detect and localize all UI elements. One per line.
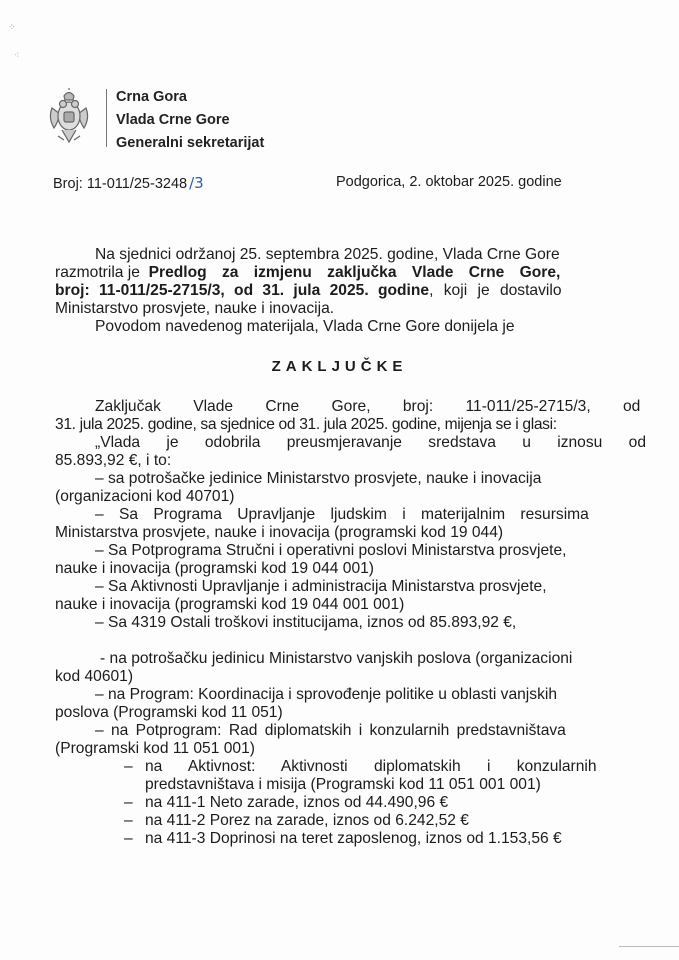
destination-item-3-line-1: – na Potprogram: Rad diplomatskih i konzularnih predstavništava bbox=[95, 722, 566, 739]
source-item-4-line-1: – Sa Aktivnosti Upravljanje i administracija Ministarstva prosvjete, bbox=[95, 578, 547, 595]
destination-item-2-line-2: poslova (Programski kod 11 051) bbox=[55, 704, 283, 721]
destination-item-3-line-2: (Programski kod 11 051 001) bbox=[55, 740, 255, 757]
place-date: Podgorica, 2. oktobar 2025. godine bbox=[336, 174, 562, 190]
source-item-3-line-1: – Sa Potprograma Stručni i operativni poslovi Ministarstva prosvjete, bbox=[95, 542, 567, 559]
intro-line-3 bbox=[55, 282, 588, 300]
destination-item-1-line-2: kod 40601) bbox=[55, 668, 134, 685]
destination-item-2-line-1: – na Program: Koordinacija i sprovođenje politike u oblasti vanjskih bbox=[95, 686, 558, 703]
body-p2-line-1: „Vlada je odobrila preusmjeravanje sredstava u iznosu od bbox=[95, 434, 647, 451]
destination-item-4-line-1: na Aktivnost: Aktivnosti diplomatskih i konzularnih bbox=[145, 758, 597, 775]
destination-item-6-dash: – bbox=[124, 812, 133, 829]
reference-label: Broj: 11-011/25-3248 bbox=[53, 176, 188, 192]
header-country: Crna Gora bbox=[116, 89, 187, 105]
destination-item-4-dash: – bbox=[124, 758, 133, 775]
destination-item-7: na 411-3 Doprinosi na teret zaposlenog, iznos od 1.153,56 € bbox=[145, 830, 562, 847]
montenegro-coat-of-arms-icon bbox=[46, 88, 92, 146]
handwritten-suffix: /3 bbox=[189, 174, 204, 192]
source-item-1-line-2: (organizacioni kod 40701) bbox=[55, 488, 235, 505]
intro-line-1: Na sjednici održanoj 25. septembra 2025. godine, Vlada Crne Gore bbox=[95, 246, 560, 263]
destination-item-6: na 411-2 Porez na zarade, iznos od 6.242,52 € bbox=[145, 812, 469, 829]
source-item-4-line-2: nauke i inovacija (programski kod 19 044 001 001) bbox=[55, 596, 405, 613]
body-p1-line-1: Zaključak Vlade Crne Gore, broj: 11-011/25-2715/3, od bbox=[95, 398, 641, 415]
reference-number bbox=[53, 174, 204, 192]
header-government: Vlada Crne Gore bbox=[116, 112, 230, 128]
destination-item-4-line-2: predstavništava i misija (Programski kod 11 051 001 001) bbox=[145, 776, 541, 793]
source-item-2-line-2: Ministarstva prosvjete, nauke i inovacija (programski kod 19 044) bbox=[55, 524, 504, 541]
source-item-3-line-2: nauke i inovacija (programski kod 19 044 001) bbox=[55, 560, 374, 577]
scan-artifact: ⁘ bbox=[8, 22, 16, 32]
intro-bold-subject: Predlog za izmjenu zaključka Vlade Crne Gore, bbox=[148, 264, 561, 281]
destination-item-5: na 411-1 Neto zarade, iznos od 44.490,96 € bbox=[145, 794, 449, 811]
letterhead-divider bbox=[106, 89, 107, 147]
intro-line-5: Povodom navedenog materijala, Vlada Crne Gore donijela je bbox=[95, 318, 515, 335]
source-item-1-line-1: – sa potrošačke jedinice Ministarstvo prosvjete, nauke i inovacija bbox=[95, 470, 542, 487]
scan-artifact: ⁖ bbox=[14, 50, 20, 60]
destination-item-1-line-1: - na potrošačku jedinicu Ministarstvo vanjskih poslova (organizacioni bbox=[100, 650, 573, 667]
intro-text: razmotrila je bbox=[55, 264, 140, 281]
body-p2-line-2: 85.893,92 €, i to: bbox=[55, 452, 172, 469]
destination-item-7-dash: – bbox=[124, 830, 133, 847]
source-item-2-line-1: – Sa Programa Upravljanje ljudskim i materijalnim resursima bbox=[95, 506, 589, 523]
intro-line-2 bbox=[55, 264, 588, 282]
body-p1-line-2: 31. jula 2025. godine, sa sjednice od 31. jula 2025. godine, mijenja se i glasi: bbox=[55, 416, 557, 433]
page-edge-mark bbox=[619, 946, 679, 947]
document-title: ZAKLJUČKE bbox=[271, 358, 408, 375]
header-department: Generalni sekretarijat bbox=[116, 135, 265, 151]
intro-bold-reference: broj: 11-011/25-2715/3, od 31. jula 2025. godine bbox=[55, 282, 430, 299]
destination-item-5-dash: – bbox=[124, 794, 133, 811]
source-item-5: – Sa 4319 Ostali troškovi institucijama, iznos od 85.893,92 €, bbox=[95, 614, 517, 631]
intro-text: , koji je dostavilo bbox=[429, 282, 562, 299]
intro-line-4: Ministarstvo prosvjete, nauke i inovacija. bbox=[55, 300, 335, 317]
